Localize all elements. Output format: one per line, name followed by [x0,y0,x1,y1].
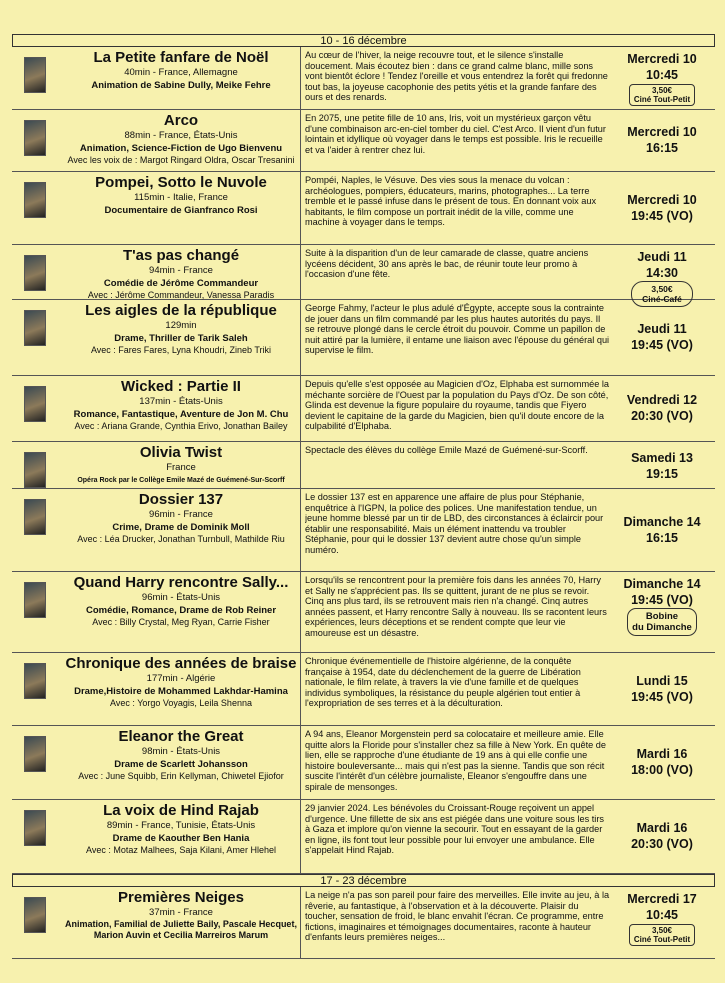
film-synopsis: Au cœur de l'hiver, la neige recouvre tout, et le silence s'installe doucement. Mais écoutez bien : dans ce grand calme blanc, mille sons vont bientôt éclore ! Tendez l'oreille et vous entendrez la forêt qui fredonne tout bas, la joyeuse cacophonie des petits yétis et la grande fanfare des ours et des renards. [305,50,608,102]
film-cast: Avec : Jérôme Commandeur, Vanessa Paradis [87,290,275,300]
film-synopsis: 29 janvier 2024. Les bénévoles du Croissant-Rouge reçoivent un appel d'urgence. Une fillette de six ans est piégée dans une voiture sous les tirs à Gaza et implore qu'on vienne la secourir. Tout en essayant de la garder en ligne, ils font tout leur possible pour lui envoyer une ambulance. Elle s'appelait Hind Rajab. [305,803,604,856]
film-director: Drame de Scarlett Johansson [114,759,248,770]
film-synopsis: Depuis qu'elle s'est opposée au Magicien d'Oz, Elphaba est surnommée la méchante sorcière de l'Ouest par la population du Pays d'Oz. De son côté, Glinda est devenue la figure populaire du royaume, tandis que Fiyero devient le capitaine de la garde du Magicien, bien qu'il doute encore de la culpabilité d'Elphaba. [305,379,610,432]
film-info [52,802,310,856]
film-info [52,302,310,356]
film-poster-thumbnail [24,57,46,93]
film-meta: 89min - France, Tunisie, États-Unis [106,820,256,831]
screening-date: Mardi 16 [636,747,688,761]
screening-time: 10:45 [646,908,678,922]
price-badge: 3,50€ Ciné-Café [631,281,693,307]
film-row [12,245,715,304]
film-info [52,444,310,487]
film-info [52,174,310,217]
column-divider [300,245,301,299]
film-cast: Avec : Motaz Malhees, Saja Kilani, Amer Hlehel [86,845,276,855]
film-meta: France [166,462,196,473]
film-synopsis: A 94 ans, Eleanor Morgenstein perd sa colocataire et meilleure amie. Elle quitte alors la Floride pour s'installer chez sa fille à New York. En quête de lien, elle se rapproche d'une étudiante de 19 ans à qui elle confie une histoire bouleversante... mais qui n'est pas la sienne. Tandis que son récit suscite l'intérêt d'un célèbre journaliste, Eleanor s'engouffre dans une spirale de mensonges. [305,729,607,792]
screening-time: 19:45 (VO) [631,689,693,704]
film-director: Crime, Drame de Dominik Moll [112,522,250,533]
film-synopsis: En 2075, une petite fille de 10 ans, Iris, voit un mystérieux garçon vêtu d'une combinaison arc-en-ciel tomber du ciel. C'est Arco. Il vient d'un futur lointain et idyllique où voyager dans le temps est possible. Iris le recueille et va l'aider à rentrer chez lui. [305,113,606,155]
film-meta: 115min - Italie, France [134,192,228,203]
price-badge: 3,50€ Ciné Tout-Petit [629,84,695,106]
screening-time: 18:00 (VO) [631,763,693,777]
screening-time: 14:30 [646,266,678,280]
screening-time: 20:30 (VO) [631,409,693,423]
column-divider [300,887,301,958]
film-cast: Avec : Billy Crystal, Meg Ryan, Carrie Fisher [92,617,270,627]
film-meta: 94min - France [149,265,213,276]
column-divider [300,172,301,244]
film-row [12,376,715,442]
film-director: Drame, Thriller de Tarik Saleh [114,333,248,344]
film-poster-thumbnail [24,499,46,535]
column-divider [300,47,301,109]
film-row [12,800,715,874]
film-title: Arco [163,112,199,129]
film-poster-thumbnail [24,663,46,699]
film-cast: Avec : Ariana Grande, Cynthia Erivo, Jonathan Bailey [74,421,288,431]
film-info [52,574,310,628]
screening-schedule [612,51,712,106]
screening-time: 19:45 (VO) [631,338,693,352]
film-director: Opéra Rock par le Collège Emile Mazé de Guémené-Sur-Scorff [77,477,285,484]
film-synopsis: Le dossier 137 est en apparence une affaire de plus pour Stéphanie, enquêtrice à l'IGPN, la police des polices. Une manifestation tendue, un jeune homme blessé par un tir de LBD, des circonstances à éclaircir pour établir une responsabilité. Mais un élément inattendu va troubler Stéphanie, pour qui le dossier 137 devient autre chose qu'un simple numéro. [305,492,604,555]
film-director: Documentaire de Gianfranco Rosi [104,205,258,216]
film-synopsis: La neige n'a pas son pareil pour faire des merveilles. Elle invite au jeu, à la rêverie, au fantastique, à l'observation et à la découverte. Plaisir du toucher, sensation de froid, le blanc envahit l'écran. Ce programme, entre fictions, imaginaires et témoignages documentaires, raconte à hauteur d'enfants leurs premières neiges... [305,890,610,943]
film-title: Dossier 137 [138,491,224,508]
film-cast: Avec : Fares Fares, Lyna Khoudri, Zineb Triki [90,345,272,355]
film-title: Chronique des années de braise [65,655,297,672]
film-title: Eleanor the Great [118,728,244,745]
screening-schedule [612,249,712,307]
screening-date: Mercredi 10 [627,125,697,139]
film-director: Comédie de Jérôme Commandeur [103,278,259,289]
screening-date: Mardi 16 [636,821,688,835]
film-poster-thumbnail [24,120,46,156]
price-badge: Bobine du Dimanche [627,608,697,636]
screening-schedule [612,124,712,156]
film-title: Wicked : Partie II [121,378,241,395]
film-director: Animation, Science-Fiction de Ugo Bienvenu [79,143,283,154]
film-synopsis: Suite à la disparition d'un de leur camarade de classe, quatre anciens lycéens décident, 30 ans après le bac, de réunir toute leur promo à l'occasion d'une fête. [305,248,589,280]
film-info [52,247,310,301]
column-divider [300,653,301,725]
week-header-1: 10 - 16 décembre [12,34,715,47]
film-poster-thumbnail [24,452,46,488]
film-row [12,653,715,726]
film-poster-thumbnail [24,310,46,346]
film-poster-thumbnail [24,810,46,846]
film-meta: 96min - France [149,509,213,520]
film-director: Drame,Histoire de Mohammed Lakhdar-Hamina [74,686,288,697]
screening-schedule [612,576,712,636]
film-cast: Avec : Léa Drucker, Jonathan Turnbull, Mathilde Riu [77,534,285,544]
film-director: Drame de Kaouther Ben Hania [112,833,250,844]
film-row [12,172,715,245]
film-cast: Avec : June Squibb, Erin Kellyman, Chiwetel Ejiofor [78,771,284,781]
film-row [12,300,715,376]
film-synopsis: George Fahmy, l'acteur le plus adulé d'Égypte, accepte sous la contrainte de jouer dans un film commandé par les plus hautes autorités du pays. Il se retrouve plongé dans le cercle étroit du pouvoir. Comme un papillon de nuit attiré par la lumière, il entame une liaison avec l'épouse du général qui supervise le film. [305,303,610,356]
column-divider [300,800,301,873]
film-row [12,47,715,110]
film-row [12,489,715,572]
screening-time: 20:30 (VO) [631,837,693,851]
film-synopsis: Lorsqu'ils se rencontrent pour la première fois dans les années 70, Harry et Sally ne s'apprécient pas. Ils se quittent, jurant de ne plus se revoir. Cinq ans plus tard, ils se retrouvent mais rien n'a changé. Cinq autres années passent, et Harry rencontre Sally à nouveau. Ils se racontent leurs expériences, leurs déceptions et se rendent compte que leur vie amoureuse est un désastre. [305,575,607,638]
film-synopsis: Pompéi, Naples, le Vésuve. Des vies sous la menace du volcan : archéologues, pompiers, éducateurs, marins, photographes... La terre tremble et le passé infuse dans le présent de tous. En donnant voix aux habitants, le film compose un portrait inédit de la ville, comme une machine à voyager dans le temps. [305,175,597,228]
film-title: Olivia Twist [139,444,223,461]
film-synopsis: Spectacle des élèves du collège Emile Mazé de Guémené-sur-Scorff. [305,445,588,455]
screening-schedule [612,820,712,852]
film-poster-thumbnail [24,736,46,772]
film-poster-thumbnail [24,582,46,618]
film-poster-thumbnail [24,386,46,422]
screening-time: 19:45 (VO) [631,593,693,607]
column-divider [300,442,301,488]
column-divider [300,489,301,571]
film-title: La Petite fanfare de Noël [93,49,269,66]
film-meta: 98min - États-Unis [141,746,221,757]
film-row [12,726,715,800]
screening-schedule [612,746,712,778]
screening-date: Vendredi 12 [626,393,698,407]
film-info [52,889,310,941]
film-meta: 96min - États-Unis [141,592,221,603]
film-info [52,491,310,545]
film-title: Les aigles de la république [85,302,277,319]
screening-date: Jeudi 11 [637,250,687,264]
price-badge: 3,50€ Ciné Tout-Petit [629,924,695,946]
screening-date: Mercredi 17 [627,892,697,906]
film-title: Premières Neiges [118,889,244,906]
film-meta: 40min - France, Allemagne [124,67,238,78]
screening-schedule [612,891,712,946]
column-divider [300,376,301,441]
screening-time: 16:15 [646,530,678,545]
screening-time: 19:45 (VO) [631,208,693,223]
screening-date: Jeudi 11 [637,322,687,336]
screening-schedule [612,514,712,546]
film-row [12,887,715,959]
film-meta: 177min - Algérie [146,673,216,684]
film-row [12,572,715,653]
film-title: La voix de Hind Rajab [103,802,259,819]
column-divider [300,572,301,652]
film-info [52,49,310,92]
film-poster-thumbnail [24,182,46,218]
screening-date: Samedi 13 [631,451,693,465]
film-title: Pompei, Sotto le Nuvole [95,174,267,191]
film-meta: 137min - États-Unis [139,396,223,407]
screening-schedule [612,673,712,705]
screening-schedule [612,392,712,424]
column-divider [300,300,301,375]
screening-date: Mercredi 10 [627,52,697,66]
film-poster-thumbnail [24,255,46,291]
screening-date: Mercredi 10 [627,192,697,207]
film-title: T'as pas changé [122,247,240,264]
week-header-2: 17 - 23 décembre [12,874,715,887]
screening-date: Dimanche 14 [623,577,701,591]
film-cast: Avec les voix de : Margot Ringard Oldra, Oscar Tresanini [67,155,295,165]
film-director: Animation de Sabine Dully, Meike Fehre [91,80,271,91]
film-director: Animation, Familial de Juliette Baily, Pascale Hecquet, Marion Auvin et Cecilia Marreiros Marum [65,919,297,940]
screening-time: 10:45 [646,68,678,82]
film-info [52,655,310,709]
film-info [52,112,310,166]
film-row [12,110,715,172]
screening-schedule [612,450,712,482]
screening-schedule [612,321,712,353]
film-director: Romance, Fantastique, Aventure de Jon M. Chu [73,409,289,420]
film-director: Comédie, Romance, Drame de Rob Reiner [85,605,277,616]
film-info [52,728,310,782]
screening-time: 19:15 [646,467,678,481]
screening-time: 16:15 [646,141,678,155]
film-meta: 129min [165,320,197,331]
film-title: Quand Harry rencontre Sally... [73,574,289,591]
film-info [52,378,310,432]
film-synopsis: Chronique événementielle de l'histoire algérienne, de la conquête française à 1954, date du déclenchement de la guerre de Libération nationale, le film relate, à travers la vie d'une famille et de quelques individus symboliques, la résistance du peuple algérien tout entier à l'expropriation de ses terres et à la déculturation. [305,656,581,709]
screening-date: Lundi 15 [636,673,688,688]
film-meta: 88min - France, États-Unis [124,130,238,141]
screening-schedule [612,192,712,224]
film-meta: 37min - France [149,907,213,918]
film-cast: Avec : Yorgo Voyagis, Leila Shenna [110,698,252,708]
column-divider [300,110,301,171]
column-divider [300,726,301,799]
film-row [12,442,715,489]
screening-date: Dimanche 14 [623,514,701,529]
film-poster-thumbnail [24,897,46,933]
